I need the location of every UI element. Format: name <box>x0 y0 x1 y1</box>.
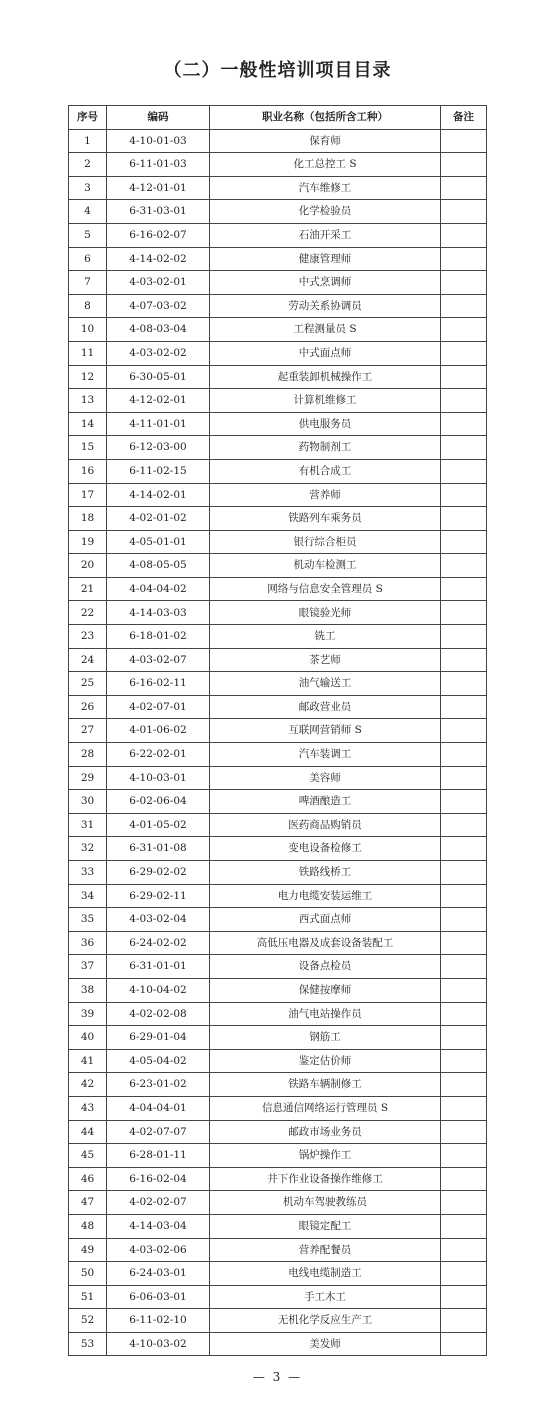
cell-code: 6-28-01-11 <box>107 1144 210 1168</box>
cell-occupation-name: 铣工 <box>210 625 441 649</box>
table-row <box>69 389 487 413</box>
cell-remarks <box>441 1073 487 1097</box>
cell-code: 4-14-03-03 <box>107 601 210 625</box>
cell-occupation-name: 起重装卸机械操作工 <box>210 365 441 389</box>
cell-code: 4-05-04-02 <box>107 1049 210 1073</box>
table-row <box>69 271 487 295</box>
cell-code: 4-02-02-08 <box>107 1002 210 1026</box>
cell-occupation-name: 有机合成工 <box>210 459 441 483</box>
table-row <box>69 412 487 436</box>
cell-remarks <box>441 648 487 672</box>
cell-remarks <box>441 601 487 625</box>
cell-code: 6-31-01-01 <box>107 955 210 979</box>
cell-index: 32 <box>69 837 107 861</box>
table-row <box>69 129 487 153</box>
cell-occupation-name: 劳动关系协调员 <box>210 294 441 318</box>
cell-occupation-name: 工程测量员 S <box>210 318 441 342</box>
cell-index: 14 <box>69 412 107 436</box>
table-row <box>69 318 487 342</box>
table-row <box>69 530 487 554</box>
cell-occupation-name: 机动车检测工 <box>210 554 441 578</box>
cell-remarks <box>441 1002 487 1026</box>
cell-index: 8 <box>69 294 107 318</box>
table-row <box>69 648 487 672</box>
cell-code: 6-23-01-02 <box>107 1073 210 1097</box>
table-row <box>69 790 487 814</box>
table-row <box>69 1238 487 1262</box>
cell-remarks <box>441 341 487 365</box>
cell-occupation-name: 高低压电器及成套设备装配工 <box>210 931 441 955</box>
cell-occupation-name: 锅炉操作工 <box>210 1144 441 1168</box>
cell-remarks <box>441 200 487 224</box>
cell-remarks <box>441 1332 487 1356</box>
cell-occupation-name: 眼镜定配工 <box>210 1214 441 1238</box>
cell-code: 6-06-03-01 <box>107 1285 210 1309</box>
table-row <box>69 153 487 177</box>
cell-index: 41 <box>69 1049 107 1073</box>
cell-code: 4-02-01-02 <box>107 507 210 531</box>
cell-index: 31 <box>69 813 107 837</box>
cell-index: 29 <box>69 766 107 790</box>
cell-index: 51 <box>69 1285 107 1309</box>
cell-index: 30 <box>69 790 107 814</box>
cell-code: 4-10-01-03 <box>107 129 210 153</box>
cell-remarks <box>441 247 487 271</box>
cell-code: 4-03-02-04 <box>107 908 210 932</box>
cell-remarks <box>441 1049 487 1073</box>
table-row <box>69 837 487 861</box>
cell-code: 4-11-01-01 <box>107 412 210 436</box>
cell-occupation-name: 保育师 <box>210 129 441 153</box>
cell-occupation-name: 电力电缆安装运维工 <box>210 884 441 908</box>
header-occupation-name: 职业名称（包括所含工种） <box>210 106 441 130</box>
cell-remarks <box>441 271 487 295</box>
document-title: （二）一般性培训项目目录 <box>163 60 392 81</box>
table-row <box>69 459 487 483</box>
table-row <box>69 1120 487 1144</box>
table-row <box>69 978 487 1002</box>
cell-index: 47 <box>69 1191 107 1215</box>
cell-index: 38 <box>69 978 107 1002</box>
cell-code: 6-11-01-03 <box>107 153 210 177</box>
cell-code: 6-24-03-01 <box>107 1262 210 1286</box>
table-row <box>69 1049 487 1073</box>
cell-code: 4-14-02-02 <box>107 247 210 271</box>
cell-remarks <box>441 1026 487 1050</box>
table-row <box>69 719 487 743</box>
table-row <box>69 955 487 979</box>
table-row <box>69 695 487 719</box>
cell-occupation-name: 互联网营销师 S <box>210 719 441 743</box>
cell-remarks <box>441 483 487 507</box>
table-row <box>69 341 487 365</box>
cell-index: 27 <box>69 719 107 743</box>
cell-remarks <box>441 1120 487 1144</box>
cell-code: 6-29-02-02 <box>107 861 210 885</box>
cell-code: 4-08-05-05 <box>107 554 210 578</box>
cell-occupation-name: 井下作业设备操作维修工 <box>210 1167 441 1191</box>
cell-index: 10 <box>69 318 107 342</box>
cell-remarks <box>441 743 487 767</box>
table-row <box>69 1309 487 1333</box>
cell-occupation-name: 变电设备检修工 <box>210 837 441 861</box>
cell-index: 23 <box>69 625 107 649</box>
cell-occupation-name: 油气输送工 <box>210 672 441 696</box>
cell-code: 4-10-03-02 <box>107 1332 210 1356</box>
cell-index: 40 <box>69 1026 107 1050</box>
cell-occupation-name: 计算机维修工 <box>210 389 441 413</box>
cell-occupation-name: 网络与信息安全管理员 S <box>210 577 441 601</box>
cell-occupation-name: 美容师 <box>210 766 441 790</box>
header-code: 编码 <box>107 106 210 130</box>
cell-occupation-name: 茶艺师 <box>210 648 441 672</box>
cell-occupation-name: 邮政营业员 <box>210 695 441 719</box>
table-row <box>69 931 487 955</box>
cell-code: 4-05-01-01 <box>107 530 210 554</box>
cell-code: 6-29-01-04 <box>107 1026 210 1050</box>
table-row <box>69 1096 487 1120</box>
table-row <box>69 247 487 271</box>
cell-occupation-name: 油气电站操作员 <box>210 1002 441 1026</box>
cell-remarks <box>441 625 487 649</box>
cell-index: 25 <box>69 672 107 696</box>
cell-occupation-name: 铁路车辆制修工 <box>210 1073 441 1097</box>
cell-index: 15 <box>69 436 107 460</box>
table-row <box>69 766 487 790</box>
cell-code: 4-12-01-01 <box>107 176 210 200</box>
cell-index: 6 <box>69 247 107 271</box>
cell-occupation-name: 汽车装调工 <box>210 743 441 767</box>
cell-remarks <box>441 153 487 177</box>
cell-index: 17 <box>69 483 107 507</box>
cell-occupation-name: 化工总控工 S <box>210 153 441 177</box>
cell-remarks <box>441 1309 487 1333</box>
cell-occupation-name: 设备点检员 <box>210 955 441 979</box>
cell-occupation-name: 医药商品购销员 <box>210 813 441 837</box>
cell-occupation-name: 眼镜验光师 <box>210 601 441 625</box>
table-row <box>69 577 487 601</box>
cell-remarks <box>441 790 487 814</box>
cell-code: 6-18-01-02 <box>107 625 210 649</box>
cell-occupation-name: 药物制剂工 <box>210 436 441 460</box>
cell-index: 5 <box>69 223 107 247</box>
cell-index: 49 <box>69 1238 107 1262</box>
cell-index: 48 <box>69 1214 107 1238</box>
cell-index: 16 <box>69 459 107 483</box>
cell-index: 39 <box>69 1002 107 1026</box>
table-row <box>69 200 487 224</box>
cell-code: 4-01-06-02 <box>107 719 210 743</box>
cell-occupation-name: 保健按摩师 <box>210 978 441 1002</box>
cell-index: 12 <box>69 365 107 389</box>
cell-code: 4-03-02-02 <box>107 341 210 365</box>
table-row <box>69 884 487 908</box>
table-row <box>69 813 487 837</box>
cell-code: 6-29-02-11 <box>107 884 210 908</box>
cell-remarks <box>441 1167 487 1191</box>
cell-index: 1 <box>69 129 107 153</box>
cell-remarks <box>441 719 487 743</box>
cell-remarks <box>441 695 487 719</box>
cell-index: 37 <box>69 955 107 979</box>
table-row <box>69 601 487 625</box>
cell-remarks <box>441 530 487 554</box>
cell-index: 3 <box>69 176 107 200</box>
cell-occupation-name: 中式烹调师 <box>210 271 441 295</box>
cell-code: 4-08-03-04 <box>107 318 210 342</box>
cell-remarks <box>441 436 487 460</box>
cell-remarks <box>441 365 487 389</box>
cell-code: 4-07-03-02 <box>107 294 210 318</box>
cell-remarks <box>441 294 487 318</box>
cell-index: 18 <box>69 507 107 531</box>
cell-index: 2 <box>69 153 107 177</box>
cell-occupation-name: 鉴定估价师 <box>210 1049 441 1073</box>
cell-index: 4 <box>69 200 107 224</box>
cell-remarks <box>441 223 487 247</box>
table-row <box>69 1214 487 1238</box>
table-row <box>69 908 487 932</box>
cell-occupation-name: 供电服务员 <box>210 412 441 436</box>
cell-index: 46 <box>69 1167 107 1191</box>
cell-remarks <box>441 318 487 342</box>
table-row <box>69 1191 487 1215</box>
cell-remarks <box>441 908 487 932</box>
cell-index: 19 <box>69 530 107 554</box>
cell-occupation-name: 营养师 <box>210 483 441 507</box>
cell-occupation-name: 石油开采工 <box>210 223 441 247</box>
cell-remarks <box>441 507 487 531</box>
cell-occupation-name: 手工木工 <box>210 1285 441 1309</box>
cell-remarks <box>441 955 487 979</box>
cell-code: 4-01-05-02 <box>107 813 210 837</box>
cell-remarks <box>441 1191 487 1215</box>
cell-code: 4-10-03-01 <box>107 766 210 790</box>
cell-code: 4-14-02-01 <box>107 483 210 507</box>
cell-index: 50 <box>69 1262 107 1286</box>
cell-remarks <box>441 129 487 153</box>
cell-occupation-name: 银行综合柜员 <box>210 530 441 554</box>
cell-code: 6-16-02-11 <box>107 672 210 696</box>
cell-code: 4-04-04-01 <box>107 1096 210 1120</box>
cell-occupation-name: 汽车维修工 <box>210 176 441 200</box>
cell-remarks <box>441 1096 487 1120</box>
training-catalog-table <box>68 105 487 1356</box>
table-row <box>69 436 487 460</box>
cell-index: 35 <box>69 908 107 932</box>
cell-occupation-name: 邮政市场业务员 <box>210 1120 441 1144</box>
cell-occupation-name: 中式面点师 <box>210 341 441 365</box>
table-row <box>69 1285 487 1309</box>
cell-occupation-name: 机动车驾驶教练员 <box>210 1191 441 1215</box>
cell-index: 20 <box>69 554 107 578</box>
cell-index: 13 <box>69 389 107 413</box>
table-row <box>69 861 487 885</box>
cell-remarks <box>441 1214 487 1238</box>
cell-occupation-name: 信息通信网络运行管理员 S <box>210 1096 441 1120</box>
cell-remarks <box>441 813 487 837</box>
table-row <box>69 672 487 696</box>
table-row <box>69 1167 487 1191</box>
cell-index: 22 <box>69 601 107 625</box>
cell-index: 52 <box>69 1309 107 1333</box>
cell-remarks <box>441 672 487 696</box>
cell-occupation-name: 无机化学反应生产工 <box>210 1309 441 1333</box>
cell-remarks <box>441 412 487 436</box>
cell-code: 6-16-02-07 <box>107 223 210 247</box>
cell-remarks <box>441 978 487 1002</box>
cell-index: 36 <box>69 931 107 955</box>
cell-index: 44 <box>69 1120 107 1144</box>
cell-occupation-name: 钢筋工 <box>210 1026 441 1050</box>
header-index: 序号 <box>69 106 107 130</box>
table-row <box>69 483 487 507</box>
cell-code: 6-31-01-08 <box>107 837 210 861</box>
cell-occupation-name: 电线电缆制造工 <box>210 1262 441 1286</box>
cell-index: 7 <box>69 271 107 295</box>
table-row <box>69 625 487 649</box>
cell-code: 6-11-02-10 <box>107 1309 210 1333</box>
cell-code: 4-02-02-07 <box>107 1191 210 1215</box>
table-row <box>69 1073 487 1097</box>
cell-occupation-name: 化学检验员 <box>210 200 441 224</box>
cell-occupation-name: 健康管理师 <box>210 247 441 271</box>
cell-occupation-name: 铁路线桥工 <box>210 861 441 885</box>
cell-remarks <box>441 1238 487 1262</box>
cell-index: 26 <box>69 695 107 719</box>
cell-remarks <box>441 1144 487 1168</box>
cell-code: 4-02-07-07 <box>107 1120 210 1144</box>
cell-index: 53 <box>69 1332 107 1356</box>
cell-index: 33 <box>69 861 107 885</box>
cell-index: 11 <box>69 341 107 365</box>
cell-code: 4-03-02-01 <box>107 271 210 295</box>
table-row <box>69 176 487 200</box>
cell-remarks <box>441 837 487 861</box>
cell-remarks <box>441 176 487 200</box>
cell-code: 6-24-02-02 <box>107 931 210 955</box>
cell-occupation-name: 啤酒酿造工 <box>210 790 441 814</box>
table-row <box>69 294 487 318</box>
table-row <box>69 1144 487 1168</box>
cell-code: 6-16-02-04 <box>107 1167 210 1191</box>
cell-code: 4-10-04-02 <box>107 978 210 1002</box>
cell-code: 6-30-05-01 <box>107 365 210 389</box>
cell-remarks <box>441 766 487 790</box>
cell-index: 42 <box>69 1073 107 1097</box>
cell-index: 34 <box>69 884 107 908</box>
table-row <box>69 554 487 578</box>
cell-remarks <box>441 1285 487 1309</box>
cell-code: 4-12-02-01 <box>107 389 210 413</box>
cell-code: 6-11-02-15 <box>107 459 210 483</box>
header-remarks: 备注 <box>441 106 487 130</box>
table-row <box>69 1002 487 1026</box>
cell-code: 6-22-02-01 <box>107 743 210 767</box>
cell-remarks <box>441 884 487 908</box>
table-row <box>69 743 487 767</box>
cell-index: 45 <box>69 1144 107 1168</box>
table-row <box>69 365 487 389</box>
cell-remarks <box>441 389 487 413</box>
cell-index: 21 <box>69 577 107 601</box>
cell-code: 4-03-02-07 <box>107 648 210 672</box>
table-row <box>69 507 487 531</box>
page-number: — 3 — <box>252 1370 303 1384</box>
cell-code: 6-02-06-04 <box>107 790 210 814</box>
cell-remarks <box>441 459 487 483</box>
table-row <box>69 1262 487 1286</box>
cell-code: 4-03-02-06 <box>107 1238 210 1262</box>
cell-code: 4-04-04-02 <box>107 577 210 601</box>
cell-code: 6-31-03-01 <box>107 200 210 224</box>
cell-occupation-name: 美发师 <box>210 1332 441 1356</box>
cell-remarks <box>441 577 487 601</box>
cell-code: 4-14-03-04 <box>107 1214 210 1238</box>
cell-remarks <box>441 554 487 578</box>
cell-index: 28 <box>69 743 107 767</box>
cell-code: 4-02-07-01 <box>107 695 210 719</box>
table-row <box>69 223 487 247</box>
cell-remarks <box>441 1262 487 1286</box>
cell-occupation-name: 营养配餐员 <box>210 1238 441 1262</box>
cell-occupation-name: 铁路列车乘务员 <box>210 507 441 531</box>
cell-remarks <box>441 931 487 955</box>
table-header-row <box>69 106 487 130</box>
cell-index: 24 <box>69 648 107 672</box>
cell-code: 6-12-03-00 <box>107 436 210 460</box>
cell-index: 43 <box>69 1096 107 1120</box>
table-row <box>69 1026 487 1050</box>
cell-occupation-name: 西式面点师 <box>210 908 441 932</box>
cell-remarks <box>441 861 487 885</box>
table-row <box>69 1332 487 1356</box>
